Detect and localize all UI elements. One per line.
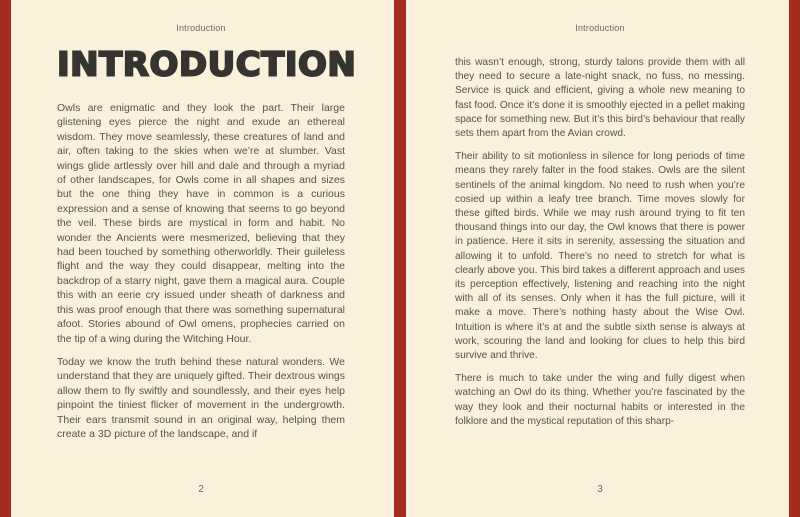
body-paragraph: Owls are enigmatic and they look the part. Their large glistening eyes pierce the night and exude an ethereal wisdom. They move seamlessly, these creatures of land and air, often taking to the skies when we’re at slumber. Vast wings glide artlessly over hill and dale and through a myriad of other landscapes, for Owls come in all shapes and sizes but the one thing they have in common is a curious expression and a sense of knowing that seems to go beyond the veil. These birds are mystical in form and habit. No wonder the Ancients were mesmerized, believing that they had been touched by something otherworldly. Their guileless flight and the way they could disappear, melting into the backdrop of a starry night, gave them a magical aura. Couple this with an eerie cry issued under sheath of darkness and this was proof enough that there was something supernatural afoot. Stories abound of Owl omens, prophecies carried on the tip of a wing during the Witching Hour.: [57, 102, 345, 345]
book-spine: [394, 0, 406, 517]
running-head-left: Introduction: [176, 23, 226, 33]
page-right: [455, 0, 745, 517]
body-paragraph: this wasn’t enough, strong, sturdy talons provide them with all they need to secure a late-night snack, no fuss, no messing. Service is quick and efficient, giving a whole new meaning to fast food. Once it’s done it is smoothly ejected in a pellet making space for something new. But it’s this bird’s behaviour that really sets them apart from the Avian crowd.: [455, 57, 745, 140]
page-left: [57, 0, 357, 517]
body-paragraph: There is much to take under the wing and fully digest when watching an Owl do its thing. Whether you’re fascinated by the way they look and their nocturnal habits or interested in the folklore and the mystical reputation of this sharp-: [455, 373, 745, 427]
body-paragraph: Their ability to sit motionless in silence for long periods of time means they rarely falter in the food stakes. Owls are the silent sentinels of the animal kingdom. No need to rush when you’re cosied up within a leafy tree branch. Time moves slowly for these gifted birds. While we may rush around trying to fit ten thousand things into our day, the Owl knows that there is power in patience. Here it sits in serenity, assessing the situation and allowing it to unfold. There’s no need to stretch for what is clearly above you. This bird takes a different approach and uses its perception effectively, listening and reaching into the night with all of its senses. Only when it has the full picture, will it make a move. There’s nothing hasty about the Wise Owl. Intuition is where it’s at and the subtle sixth sense is always at work, scouring the land and looking for clues to help this bird survive and thrive.: [455, 151, 745, 362]
chapter-title: INTRODUCTION: [57, 44, 357, 85]
book-cover-edge-left: [0, 0, 11, 517]
body-text-right: [455, 56, 745, 438]
page-number-right: 3: [597, 484, 603, 495]
body-paragraph: Today we know the truth behind these natural wonders. We understand that they are uniquely gifted. Their dextrous wings allow them to fly swiftly and soundlessly, and their eyes help pinpoint the tiniest flicker of movement in the undergrowth. Their ears transmit sound in an original way, helping them create a 3D picture of the landscape, and if: [57, 355, 345, 440]
body-text-left: [57, 101, 345, 450]
book-cover-edge-right: [789, 0, 800, 517]
running-head-right: Introduction: [575, 23, 625, 33]
page-number-left: 2: [198, 484, 204, 495]
